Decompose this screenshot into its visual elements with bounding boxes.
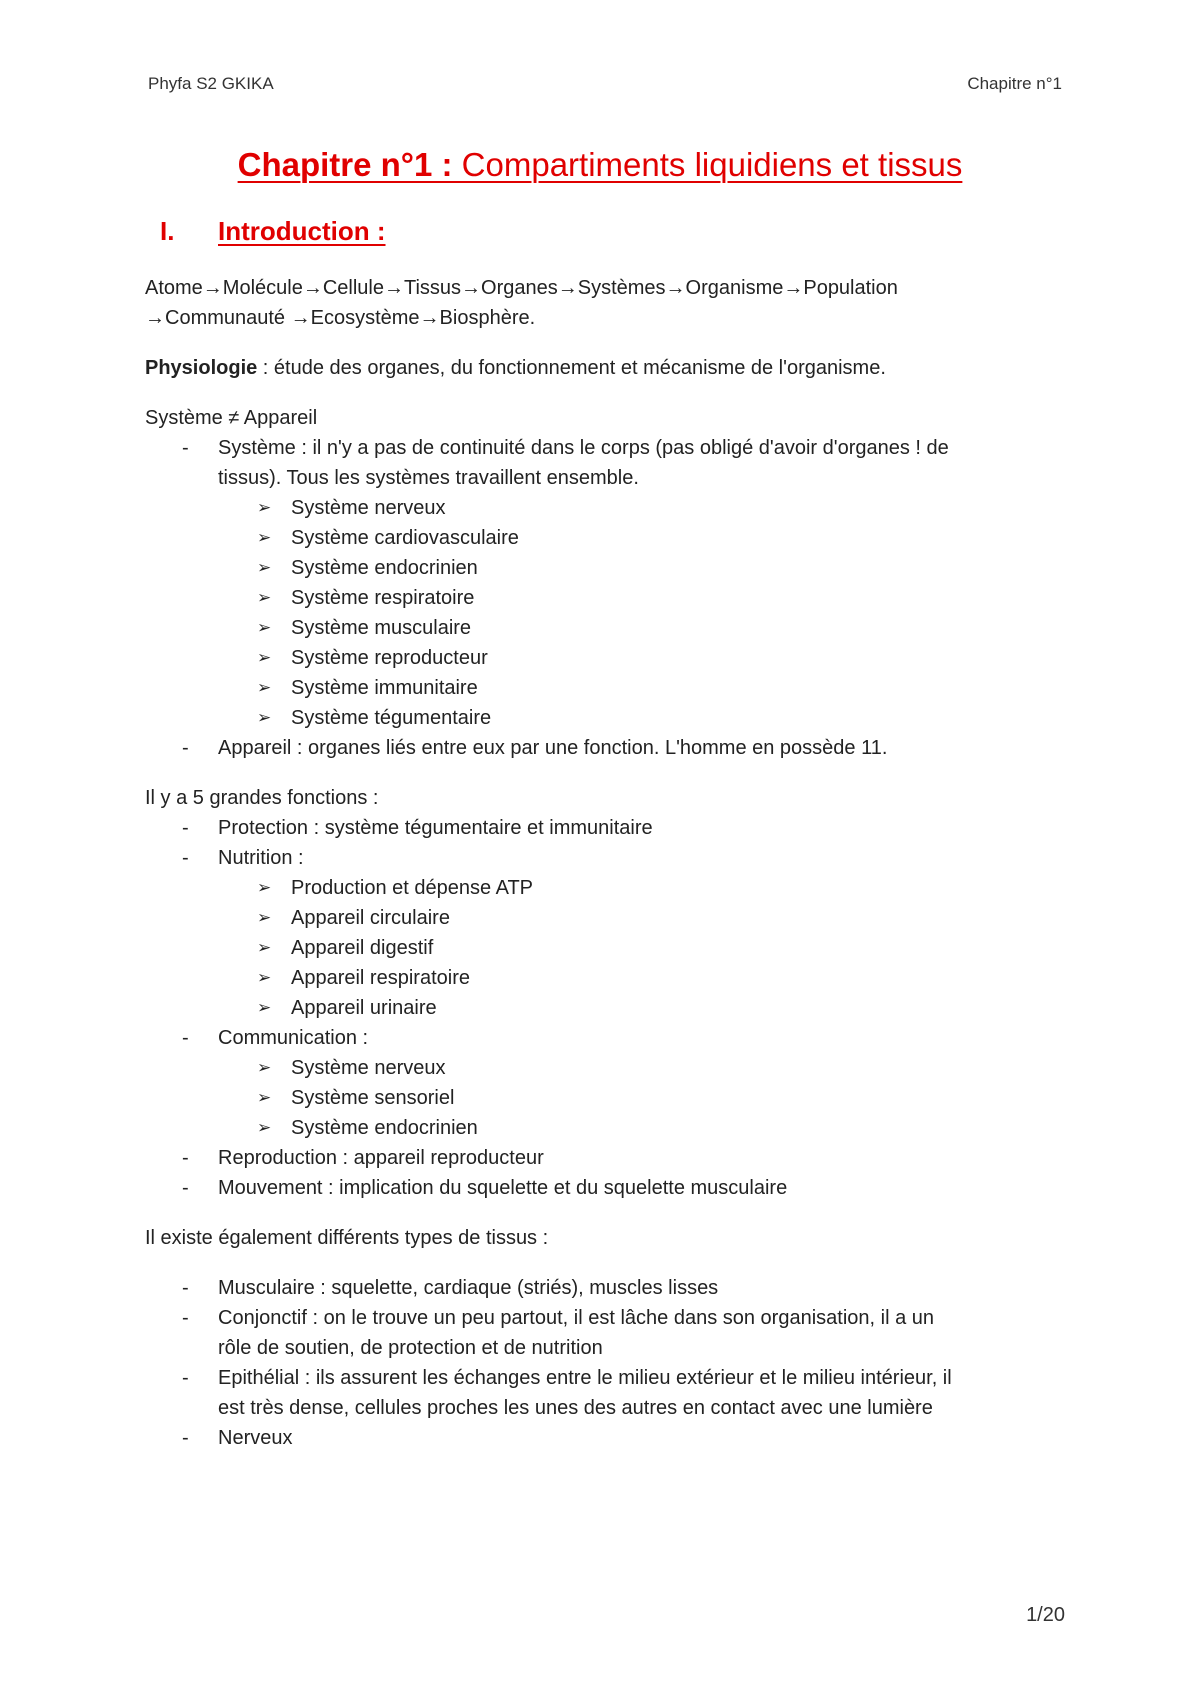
system-item: Système reproducteur [291,647,488,669]
section-heading [160,216,386,247]
list-item [145,963,1065,993]
title-bold: Chapitre n°1 : [237,146,453,183]
header-right: Chapitre n°1 [967,74,1062,93]
arrow-bullet-icon: ➢ [257,648,272,668]
list-item [145,903,1065,933]
system-item: Système musculaire [291,617,472,639]
fonction-protection: Protection : système tégumentaire et immunitaire [218,817,653,839]
arrow-bullet-icon: ➢ [257,588,272,608]
physiology-definition [145,353,1065,383]
arrow-bullet-icon: ➢ [257,968,272,988]
arrow-bullet-icon: ➢ [257,498,272,518]
list-item [145,703,1065,733]
list-item [145,873,1065,903]
levels-line: Atome→Molécule→Cellule→Tissus→Organes→Systèmes→Organisme→Population [145,277,898,299]
tissu-musculaire: Musculaire : squelette, cardiaque (striés), muscles lisses [218,1277,719,1299]
list-item [145,1423,1065,1453]
list-item [145,1113,1065,1143]
list-item [145,673,1065,703]
system-item: Système respiratoire [291,587,475,609]
arrow-bullet-icon: ➢ [257,558,272,578]
arrow-bullet-icon: ➢ [257,1118,272,1138]
tissu-nerveux: Nerveux [218,1427,293,1449]
arrow-bullet-icon: ➢ [257,1058,272,1078]
arrow-bullet-icon: ➢ [257,708,272,728]
tissu-epithelial: est très dense, cellules proches les unes des autres en contact avec une lumière [218,1397,933,1419]
list-item [145,583,1065,613]
arrow-bullet-icon: ➢ [257,938,272,958]
systeme-definition: tissus). Tous les systèmes travaillent ensemble. [218,467,639,489]
nutrition-item: Production et dépense ATP [291,877,534,899]
list-item [145,643,1065,673]
page-number: 1/20 [1026,1604,1065,1626]
arrow-bullet-icon: ➢ [257,618,272,638]
list-item [145,1023,1065,1053]
tissus-heading: Il existe également différents types de tissus : [145,1227,549,1249]
title-rest: Compartiments liquidiens et tissus [452,146,963,183]
arrow-bullet-icon: ➢ [257,998,272,1018]
appareil-definition: Appareil : organes liés entre eux par une fonction. L'homme en possède 11. [218,737,888,759]
list-item [145,1143,1065,1173]
system-item: Système nerveux [291,497,446,519]
fonction-nutrition: Nutrition : [218,847,304,869]
list-item [145,933,1065,963]
fonction-mouvement: Mouvement : implication du squelette et du squelette musculaire [218,1177,788,1199]
nutrition-item: Appareil urinaire [291,997,437,1019]
list-item [145,493,1065,523]
fonction-reproduction: Reproduction : appareil reproducteur [218,1147,544,1169]
communication-item: Système nerveux [291,1057,446,1079]
page-title [0,146,1200,184]
list-item [145,433,1065,493]
list-item [145,613,1065,643]
fonctions-heading: Il y a 5 grandes fonctions : [145,787,379,809]
physiology-term: Physiologie [145,357,258,379]
arrow-bullet-icon: ➢ [257,1088,272,1108]
arrow-bullet-icon: ➢ [257,908,272,928]
document-body [145,273,1065,1453]
system-item: Système cardiovasculaire [291,527,519,549]
nutrition-item: Appareil digestif [291,937,434,959]
nutrition-item: Appareil circulaire [291,907,450,929]
fonction-communication: Communication : [218,1027,369,1049]
list-item [145,553,1065,583]
list-item [145,1053,1065,1083]
list-item [145,733,1065,763]
tissu-epithelial: Epithélial : ils assurent les échanges entre le milieu extérieur et le milieu intérieur, il [218,1367,952,1389]
section-number: I. [160,216,175,246]
arrow-bullet-icon: ➢ [257,528,272,548]
tissu-conjonctif: Conjonctif : on le trouve un peu partout, il est lâche dans son organisation, il a un [218,1307,935,1329]
levels-line: →Communauté →Ecosystème→Biosphère. [145,307,536,329]
list-item [145,993,1065,1023]
section-label: Introduction : [218,216,386,246]
list-item [145,1173,1065,1203]
system-item: Système immunitaire [291,677,478,699]
list-item [145,523,1065,553]
system-item: Système endocrinien [291,557,478,579]
list-item [145,1083,1065,1113]
system-item: Système tégumentaire [291,707,492,729]
header-left: Phyfa S2 GKIKA [148,74,274,93]
communication-item: Système endocrinien [291,1117,478,1139]
systeme-definition: Système : il n'y a pas de continuité dans le corps (pas obligé d'avoir d'organes ! de [218,437,949,459]
tissu-conjonctif: rôle de soutien, de protection et de nutrition [218,1337,603,1359]
list-item [145,1303,1065,1363]
arrow-bullet-icon: ➢ [257,678,272,698]
physiology-text: : étude des organes, du fonctionnement et mécanisme de l'organisme. [257,357,886,379]
communication-item: Système sensoriel [291,1087,455,1109]
list-item [145,813,1065,843]
list-item [145,843,1065,873]
list-item [145,1363,1065,1423]
list-item [145,1273,1065,1303]
systeme-appareil-heading: Système ≠ Appareil [145,407,318,429]
arrow-bullet-icon: ➢ [257,878,272,898]
nutrition-item: Appareil respiratoire [291,967,470,989]
